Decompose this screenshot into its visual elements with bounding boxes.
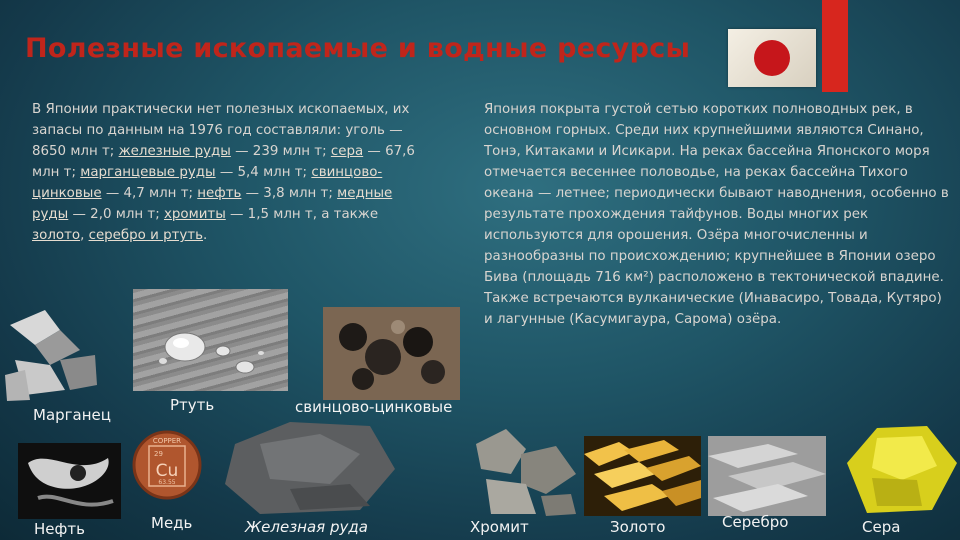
link-gold[interactable]: золото: [32, 228, 81, 243]
copper-element-symbol: Cu: [155, 461, 179, 481]
link-silver-mercury[interactable]: серебро и ртуть: [88, 228, 204, 243]
link-manganese-ore[interactable]: марганцевые руды: [80, 165, 216, 180]
mercury-photo: [133, 289, 288, 391]
lead-zinc-label: свинцово-цинковые: [295, 398, 453, 416]
link-chromite[interactable]: хромиты: [163, 207, 226, 222]
copper-label: Медь: [151, 514, 193, 532]
sulfur-label: Сера: [862, 518, 901, 536]
chromite-photo: [466, 424, 579, 517]
lead-zinc-photo: [323, 307, 460, 400]
link-oil[interactable]: нефть: [197, 186, 242, 201]
flag-sun: [754, 40, 790, 76]
link-iron-ore[interactable]: железные руды: [118, 144, 231, 159]
mercury-label: Ртуть: [170, 396, 215, 414]
water-resources-paragraph: Япония покрыта густой сетью коротких полноводных рек, в основном горных. Среди них крупнейшими являются Синано, Тонэ, Китаками и Исикари. На реках бассейна Японского моря отмечается весеннее половодье, на реках бассейна Тихого океана — летнее; периодически бывают наводнения, особенно в результате прохождения тайфунов. Воды многих рек используются для орошения. Озёра многочисленны и разнообразны по происхождению; крупнейшее в Японии озеро Бива (площадь 716 км²) расположено в тектонической впадине. Также встречаются вулканические (Инавасиро, Товада, Кутяро) и лагунные (Касумигаура, Сарома) озёра.: [484, 102, 949, 327]
slide-title: Полезные ископаемые и водные ресурсы: [25, 33, 691, 64]
copper-photo: [132, 418, 202, 512]
silver-label: Серебро: [722, 513, 789, 531]
iron-ore-label: Железная руда: [245, 518, 368, 536]
link-copper-ore[interactable]: медные руды: [32, 186, 393, 222]
gold-photo: [584, 436, 701, 516]
link-sulfur[interactable]: сера: [330, 144, 364, 159]
copper-element-number: 29: [154, 450, 163, 458]
japan-flag-image: [728, 29, 816, 87]
iron-ore-photo: [220, 414, 400, 518]
link-lead-zinc[interactable]: свинцово-цинковые: [32, 165, 383, 201]
accent-bar: [822, 0, 848, 92]
chromite-label: Хромит: [470, 518, 529, 536]
oil-photo: [18, 443, 121, 519]
gold-label: Золото: [610, 518, 666, 536]
minerals-paragraph: В Японии практически нет полезных ископаемых, их запасы по данным на 1976 год составляли: уголь — 8650 млн т; железные руды — 239 млн т; сера — 67,6 млн т; марганцевые руды — 5,4 млн т; свинцово-цинковые — 4,7 млн т; нефть — 3,8 млн т; медные руды — 2,0 млн т; хромиты — 1,5 млн т, а также золото, серебро и ртуть.: [32, 102, 415, 243]
oil-label: Нефть: [34, 520, 85, 538]
copper-element-name: COPPER: [152, 437, 182, 445]
sulfur-photo: [832, 418, 960, 518]
silver-photo: [708, 436, 826, 516]
manganese-label: Марганец: [33, 406, 111, 424]
copper-element-mass: 63.55: [158, 479, 176, 486]
manganese-photo: [5, 305, 100, 405]
